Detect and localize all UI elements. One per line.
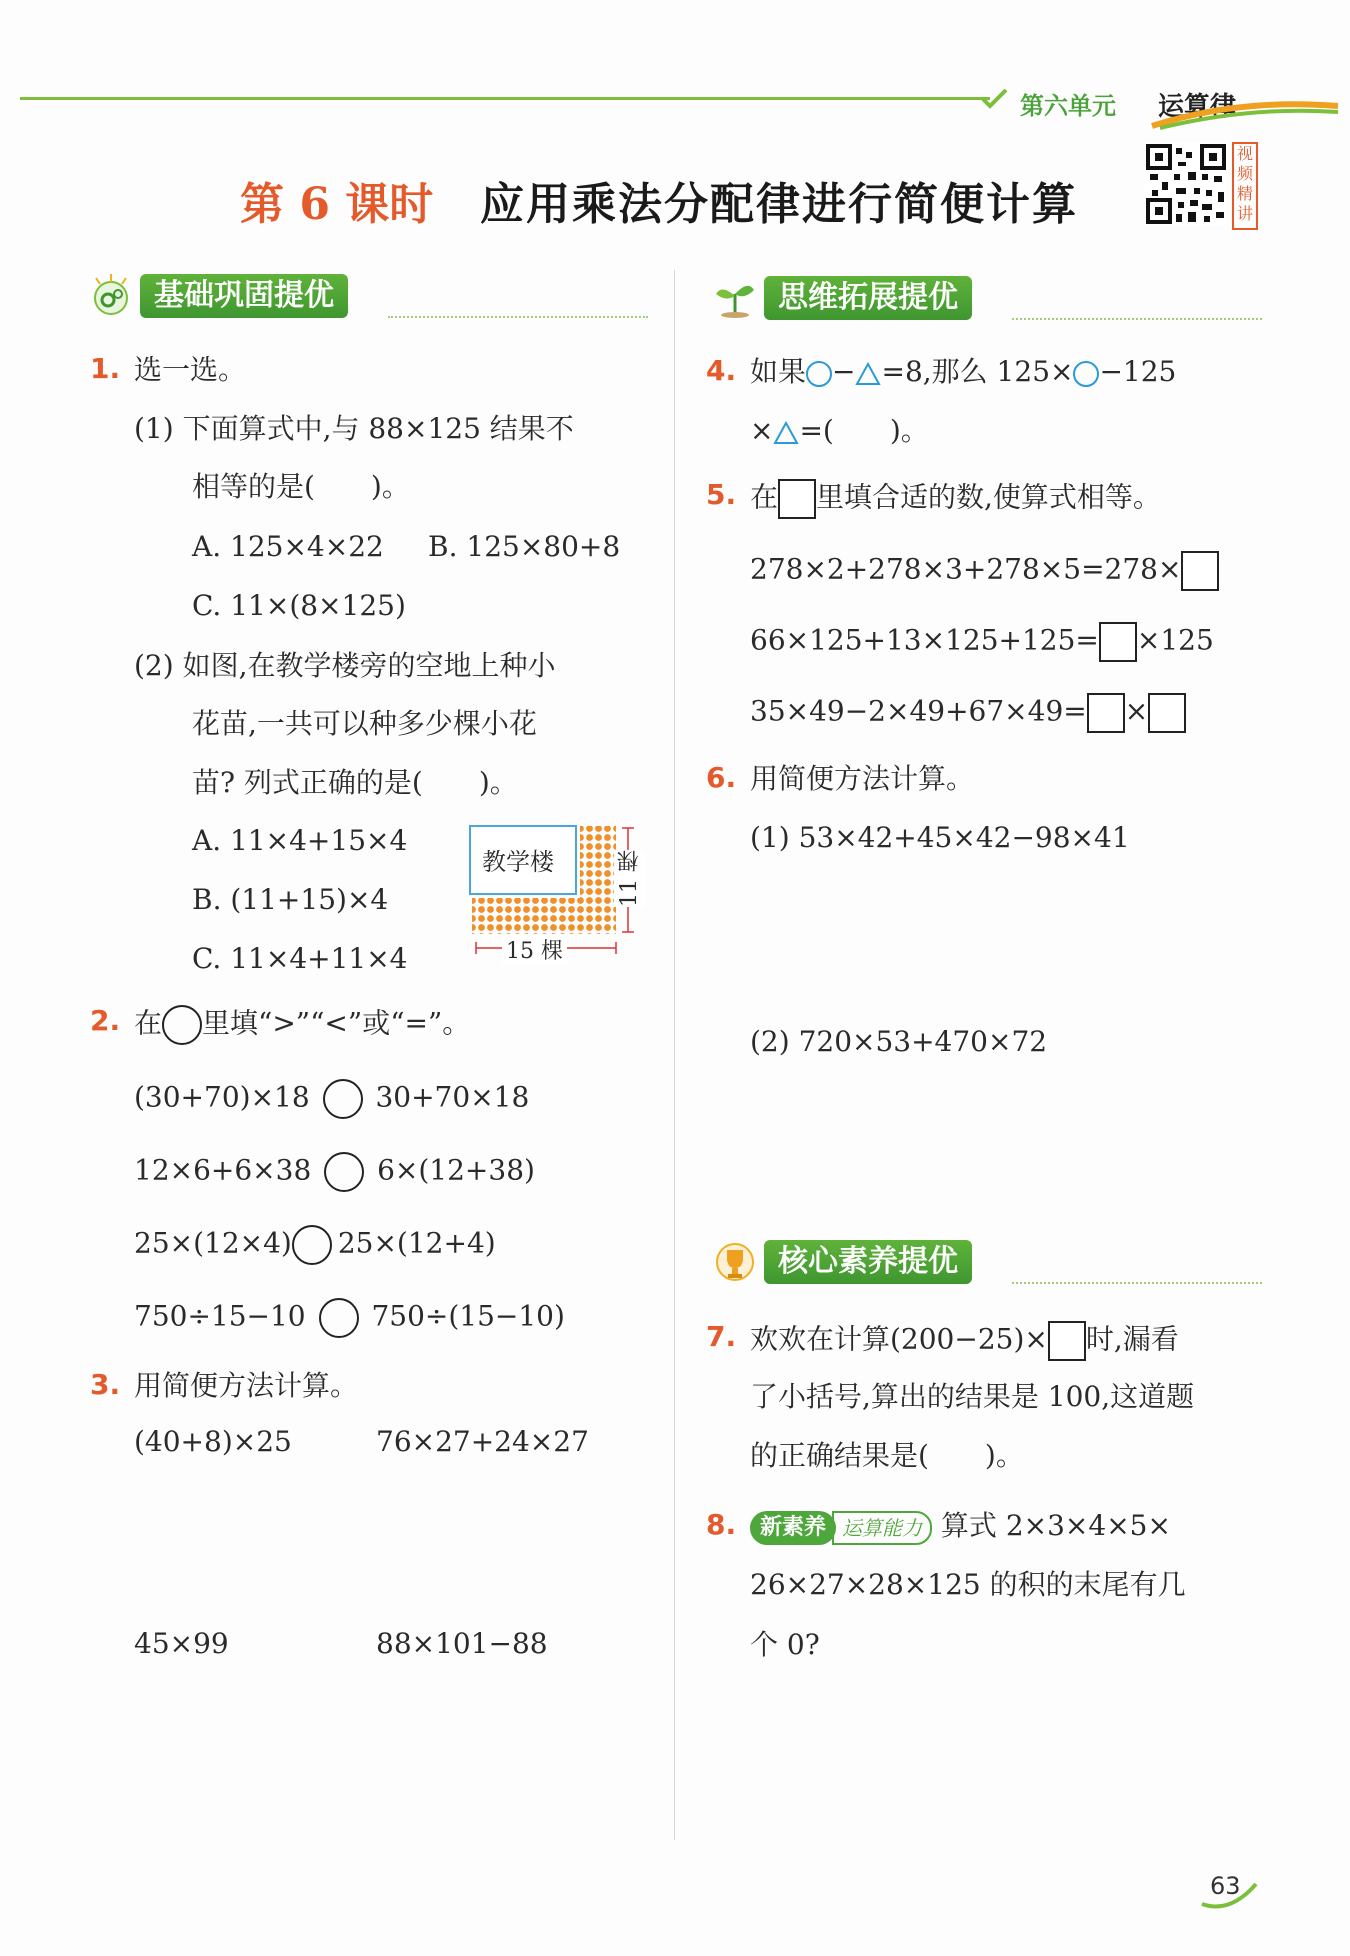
q4-text: =8,那么 125×	[881, 355, 1074, 388]
q6-number: 6.	[706, 761, 737, 794]
triangle-symbol	[855, 362, 881, 386]
q2-row-right: 6×(12+38)	[377, 1153, 535, 1187]
q3-expr-1: (40+8)×25	[134, 1425, 292, 1458]
q7-text: 欢欢在计算(200−25)×	[750, 1322, 1048, 1356]
q4-line2	[750, 414, 929, 448]
q2-row-3	[134, 1225, 496, 1265]
q4-text: 如果	[750, 355, 807, 388]
q1-stem: 选一选。	[134, 353, 247, 386]
q5-row-1	[750, 551, 1219, 591]
section-basic	[88, 274, 648, 318]
q2-row-right: 25×(12+4)	[337, 1226, 496, 1260]
q7-number: 7.	[706, 1320, 737, 1353]
sprout-icon	[712, 274, 758, 320]
q2-row-left: 12×6+6×38	[134, 1153, 312, 1187]
building-label: 教学楼	[482, 848, 554, 876]
q2-row-1	[134, 1079, 529, 1119]
flower-plot-figure	[468, 824, 640, 962]
q5-stem	[750, 479, 1161, 519]
circle-placeholder	[162, 1005, 202, 1045]
q7-line3: 的正确结果是( )。	[750, 1439, 1024, 1472]
q8-number: 8.	[706, 1508, 737, 1541]
box-placeholder	[778, 479, 816, 519]
q3-stem: 用简便方法计算。	[134, 1369, 359, 1402]
q1-number: 1.	[90, 352, 121, 385]
new-literacy-badge: 新素养	[750, 1511, 836, 1545]
q1-p2-line1: (2) 如图,在教学楼旁的空地上种小	[134, 649, 556, 682]
checkmark-icon	[978, 88, 1010, 110]
section-extend-label: 思维拓展提优	[764, 276, 972, 320]
page-number: 63	[1210, 1872, 1241, 1900]
q2-stem-part2: 里填“>”“<”或“=”。	[202, 1006, 471, 1040]
q1-p1-line2: 相等的是( )。	[192, 470, 410, 503]
q6-part-2: (2) 720×53+470×72	[750, 1025, 1048, 1058]
answer-circle[interactable]	[324, 1152, 364, 1192]
q5-number: 5.	[706, 478, 737, 511]
section-core	[712, 1240, 1262, 1284]
q7-text: 时,漏看	[1085, 1322, 1179, 1356]
swoosh-decoration	[1150, 98, 1340, 130]
q2-stem-part1: 在	[134, 1006, 163, 1040]
q5-text: 278×2+278×3+278×5=278×	[750, 552, 1182, 586]
q2-row-left: 25×(12×4)	[134, 1226, 292, 1260]
ability-badge: 运算能力	[832, 1511, 932, 1545]
q5-text: 在	[750, 480, 779, 514]
section-core-label: 核心素养提优	[764, 1240, 972, 1284]
q8-line2: 26×27×28×125 的积的末尾有几	[750, 1568, 1186, 1601]
section-rule	[1012, 318, 1262, 320]
circle-symbol	[1073, 361, 1099, 387]
q7-line1	[750, 1321, 1179, 1361]
answer-circle[interactable]	[292, 1225, 332, 1265]
q2-number: 2.	[90, 1004, 121, 1037]
q2-row-left: 750÷15−10	[134, 1299, 306, 1333]
q5-row-3	[750, 693, 1186, 733]
q6-part-1: (1) 53×42+45×42−98×41	[750, 821, 1130, 854]
q5-row-2	[750, 622, 1214, 662]
header-topic: 运算律	[1158, 92, 1237, 122]
qr-label: 视频精讲	[1232, 142, 1258, 230]
q2-row-2	[134, 1152, 535, 1192]
q3-expr-3: 45×99	[134, 1627, 229, 1660]
section-rule	[388, 316, 648, 318]
q8-text: 算式 2×3×4×5×	[940, 1509, 1171, 1542]
q2-stem	[134, 1005, 470, 1045]
q3-expr-4: 88×101−88	[376, 1627, 548, 1660]
answer-circle[interactable]	[319, 1298, 359, 1338]
q4-number: 4.	[706, 354, 737, 387]
q4-text: −125	[1099, 355, 1177, 388]
q2-row-right: 30+70×18	[375, 1080, 530, 1114]
q1-p1-option-b: B. 125×80+8	[428, 530, 621, 563]
height-label: 11 棵	[614, 850, 645, 907]
q1-p2-option-b: B. (11+15)×4	[192, 883, 389, 916]
q5-text: ×125	[1136, 623, 1214, 657]
triangle-symbol	[773, 421, 799, 445]
header-rule	[20, 97, 990, 100]
q1-p1-line1: (1) 下面算式中,与 88×125 结果不	[134, 412, 574, 445]
section-extend	[712, 276, 1262, 320]
q5-text: ×	[1124, 694, 1149, 728]
q3-expr-2: 76×27+24×27	[376, 1425, 589, 1458]
page-swoosh	[1200, 1880, 1260, 1910]
answer-box[interactable]	[1181, 551, 1219, 591]
section-basic-label: 基础巩固提优	[140, 274, 348, 318]
qr-code-icon[interactable]	[1144, 142, 1228, 226]
box-placeholder	[1048, 1321, 1086, 1361]
q4-text: =( )。	[799, 414, 929, 447]
q3-number: 3.	[90, 1368, 121, 1401]
lesson-number: 第 6 课时	[240, 179, 434, 230]
gear-sprout-icon	[88, 272, 134, 318]
q8-line3: 个 0?	[750, 1628, 820, 1661]
q1-p2-line3: 苗? 列式正确的是( )。	[192, 766, 518, 799]
q4-text: −	[832, 355, 856, 388]
q1-p2-option-c: C. 11×4+11×4	[192, 942, 408, 975]
header-unit: 第六单元	[1020, 92, 1116, 120]
q4-line1	[750, 355, 1176, 389]
lesson-title: 应用乘法分配律进行简便计算	[480, 179, 1078, 230]
q1-p2-line2: 花苗,一共可以种多少棵小花	[192, 707, 537, 740]
q6-stem: 用简便方法计算。	[750, 762, 975, 795]
answer-box[interactable]	[1148, 693, 1186, 733]
q5-text: 35×49−2×49+67×49=	[750, 694, 1087, 728]
circle-symbol	[806, 361, 832, 387]
q1-p1-option-c: C. 11×(8×125)	[192, 589, 406, 622]
section-rule	[1012, 1282, 1262, 1284]
answer-box[interactable]	[1099, 622, 1137, 662]
q1-p1-option-a: A. 125×4×22	[192, 530, 384, 563]
q8-line1	[750, 1509, 1171, 1545]
column-divider	[674, 270, 675, 1840]
q5-text: 66×125+13×125+125=	[750, 623, 1099, 657]
answer-circle[interactable]	[323, 1079, 363, 1119]
q2-row-4	[134, 1298, 565, 1338]
answer-box[interactable]	[1087, 693, 1125, 733]
q7-line2: 了小括号,算出的结果是 100,这道题	[750, 1380, 1195, 1413]
q1-p2-option-a: A. 11×4+15×4	[192, 824, 408, 857]
q2-row-left: (30+70)×18	[134, 1080, 310, 1114]
q5-text: 里填合适的数,使算式相等。	[816, 480, 1161, 514]
q2-row-right: 750÷(15−10)	[371, 1299, 565, 1333]
width-label: 15 棵	[502, 934, 567, 965]
q4-text: ×	[750, 414, 774, 447]
trophy-icon	[712, 1238, 758, 1284]
